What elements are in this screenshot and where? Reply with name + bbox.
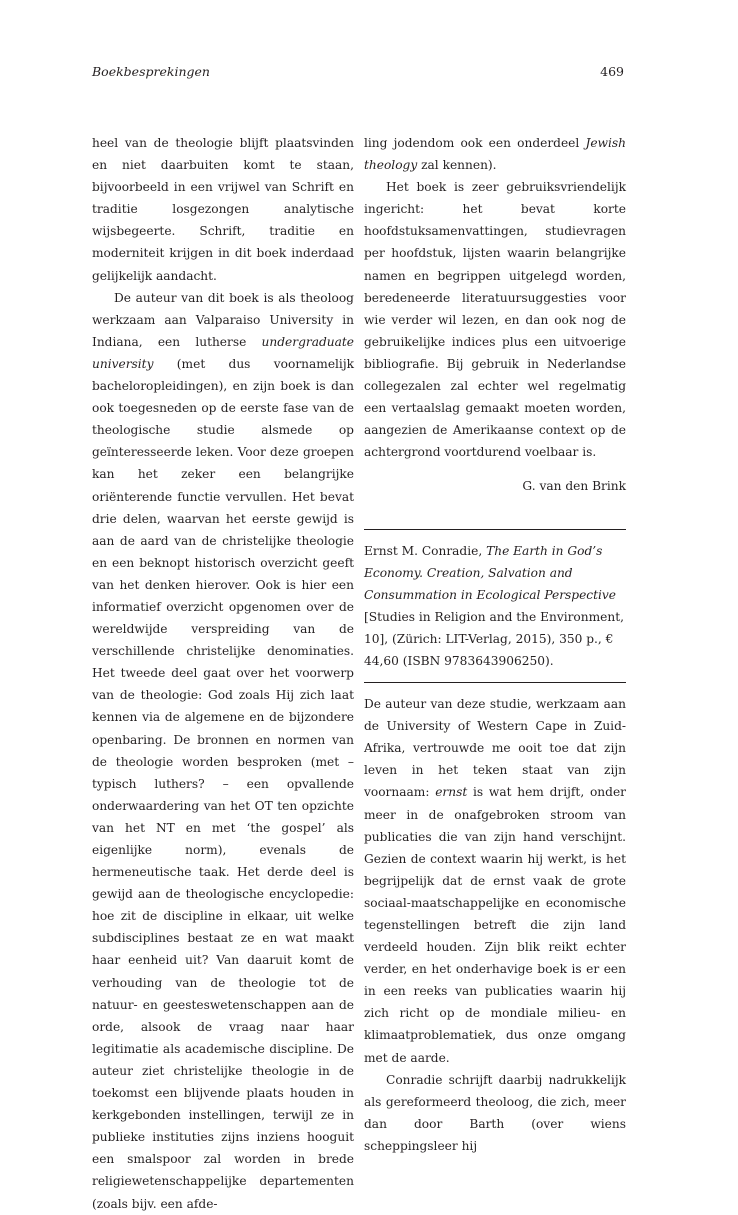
right-column [364,132,626,1157]
text-run: (met dus voornamelijk bacheloropleidingen), en zijn boek is dan ook toegesneden op de eerste fase van de theologische studie alsmede op geïnteresseerde leken. Voor deze groepen kan het zeker een belangrijke oriënterende functie vervullen. Het bevat drie delen, waarvan het eerste gewijd is aan de aard van de christelijke theologie en een beknopt historisch overzicht geeft van het denken hierover. Ook is hier een informatief overzicht opgenomen over de wereldwijde verspreiding van de verschillende christelijke denominaties. Het tweede deel gaat over het voorwerp van de theologie: God zoals Hij zich laat kennen via de algemene en de bijzondere openbaring. De bronnen en normen van de theologie worden besproken (met – typisch luthers? – een opvallende onderwaardering van het OT ten opzichte van het NT en met ‘the gospel’ als eigenlijke norm), evenals de hermeneutische taak. Het derde deel is gewijd aan de theologische encyclopedie: hoe zit de discipline in elkaar, uit welke subdisciplines bestaat ze en wat maakt haar eenheid uit? Van daaruit komt de verhouding van de theologie tot de natuur- en geesteswetenschappen aan de orde, alsook de vraag naar haar legitimatie als academische discipline. De auteur ziet christelijke theologie in de toekomst een blijvende plaats houden in kerkgebonden instellingen, terwijl ze in publieke instituties zijns inziens hooguit een smalspoor zal worden in brede religiewetenschappelijke departementen (zoals bijv. een afde- [92,356,354,1211]
italic-term: Jewish theology [364,136,626,173]
text-run: De auteur van deze studie, werkzaam aan de University of Western Cape in Zuid-Afrika, vertrouwde me ooit toe dat zijn leven in het teken staat van zijn voornaam: [364,697,626,800]
page-number: 469 [600,64,624,79]
paragraph: Conradie schrijft daarbij nadrukkelijk als gereformeerd theoloog, die zich, meer dan door Barth (over wiens scheppingsleer hij [364,1072,626,1153]
text-run: zal kennen). [417,158,497,173]
divider [364,682,626,683]
paragraph [364,132,626,176]
book-details: [Studies in Religion and the Environment, 10], (Zürich: LIT-Verlag, 2015), 350 p., € 44,60 (ISBN 9783643906250). [364,609,625,668]
paragraph: heel van de theologie blijft plaatsvinden en niet daarbuiten komt te staan, bijvoorbeeld in een vrijwel van Schrift en traditie losgezongen analytische wijsbegeerte. Schrift, traditie en moderniteit krijgen in dit boek inderdaad gelijkelijk aandacht. [92,136,354,283]
paragraph [364,693,626,1069]
italic-term: ernst [435,785,468,800]
book-title: The Earth in God’s Economy. Creation, Salvation and Consummation in Ecological Perspective [364,543,617,602]
paragraph [92,287,354,1215]
book-author: Ernst M. Conradie, [364,543,487,558]
bibliographic-entry [364,530,626,683]
reviewer-signature: G. van den Brink [522,479,626,494]
text-run: De auteur van dit boek is als theoloog werkzaam aan Valparaiso University in Indiana, een lutherse [92,290,354,349]
running-head [92,64,624,84]
italic-term: undergraduate university [92,334,354,371]
text-run: is wat hem drijft, onder meer in de onafgebroken stroom van publicaties die van zijn hand verschijnt. Gezien de context waarin hij werkt, is het begrijpelijk dat de ernst vaak de grote sociaal-maatschappelijke en economische tegenstellingen betreft die zijn land verdeeld houden. Zijn blik reikt echter verder, en het onderhavige boek is er een in een reeks van publicaties waarin hij zich richt op de mondiale milieu- en klimaatproblematiek, dus onze omgang met de aarde. [364,785,626,1065]
text-run: ling jodendom ook een onderdeel [364,136,586,150]
left-column [92,132,354,1215]
section-title: Boekbesprekingen [92,64,210,79]
paragraph: Het boek is zeer gebruiksvriendelijk ingericht: het bevat korte hoofdstuksamenvattingen, studievragen per hoofdstuk, lijsten waarin belangrijke namen en begrippen uitgelegd worden, beredeneerde literatuursuggesties voor wie verder wil lezen, en dan ook nog de gebruikelijke indices plus een uitvoerige bibliografie. Bij gebruik in Nederlandse collegezalen zal echter wel regelmatig een vertaalslag gemaakt moeten worden, aangezien de Amerikaanse context op de achtergrond voortdurend voelbaar is. [364,180,626,460]
